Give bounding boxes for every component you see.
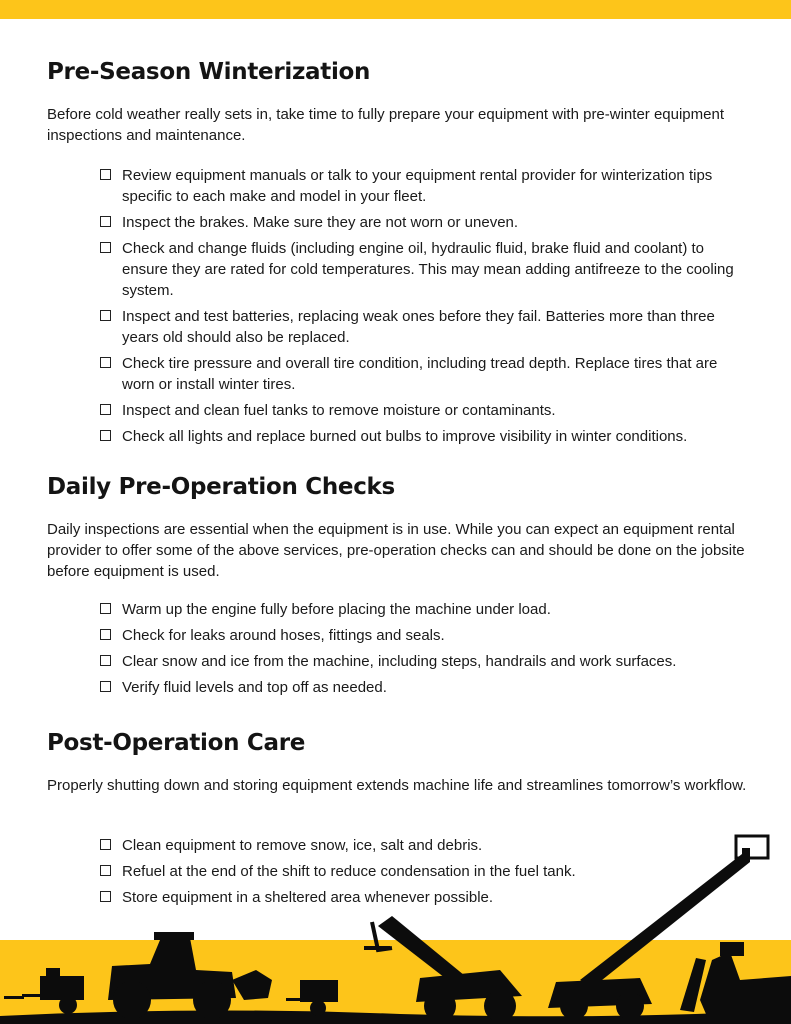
checklist-item[interactable] [100, 426, 750, 447]
checklist-item-label: Warm up the engine fully before placing the machine under load. [122, 601, 551, 618]
section-daily-pre-operation-checks [47, 473, 752, 582]
checklist-item-label: Verify fluid levels and top off as needed. [122, 679, 387, 696]
section-intro: Properly shutting down and storing equipment extends machine life and streamlines tomorrow’s workflow. [47, 777, 747, 794]
checklist-item[interactable] [100, 353, 750, 395]
checklist-item[interactable] [100, 212, 750, 233]
checklist-item-label: Check tire pressure and overall tire condition, including tread depth. Replace tires that are worn or install winter tires. [122, 355, 718, 393]
checkbox[interactable] [100, 681, 111, 692]
checkbox[interactable] [100, 603, 111, 614]
checklist-item-label: Clear snow and ice from the machine, including steps, handrails and work surfaces. [122, 653, 677, 670]
checklist-item-label: Check and change fluids (including engine oil, hydraulic fluid, brake fluid and coolant) to ensure they are rated for cold temperatures. This may mean adding antifreeze to the cooling system. [122, 240, 734, 299]
checklist-item[interactable] [100, 165, 750, 207]
checklist-item-label: Review equipment manuals or talk to your equipment rental provider for winterization tips specific to each make and model in your fleet. [122, 167, 713, 205]
checkbox[interactable] [100, 310, 111, 321]
checkbox[interactable] [100, 216, 111, 227]
checklist-item[interactable] [100, 238, 750, 301]
checkbox[interactable] [100, 629, 111, 640]
checklist-item[interactable] [100, 306, 750, 348]
checklist-item-label: Store equipment in a sheltered area whenever possible. [122, 889, 494, 906]
checklist-item-label: Check all lights and replace burned out bulbs to improve visibility in winter conditions. [122, 428, 688, 445]
checklist-pre-season [100, 165, 750, 452]
section-pre-season-winterization [47, 58, 752, 146]
checklist-item[interactable] [100, 625, 750, 646]
checklist-item[interactable] [100, 651, 750, 672]
checkbox[interactable] [100, 357, 111, 368]
checklist-item-label: Clean equipment to remove snow, ice, salt and debris. [122, 837, 483, 854]
section-title: Pre-Season Winterization [47, 59, 371, 85]
section-post-operation-care [47, 729, 752, 796]
equipment-silhouette-footer [0, 830, 791, 1024]
checklist-item[interactable] [100, 400, 750, 421]
checklist-item-label: Inspect and test batteries, replacing weak ones before they fail. Batteries more than three years old should also be replaced. [122, 308, 715, 346]
checklist-item-label: Check for leaks around hoses, fittings and seals. [122, 627, 445, 644]
section-title: Daily Pre-Operation Checks [47, 474, 395, 500]
checklist-item-label: Inspect the brakes. Make sure they are not worn or uneven. [122, 214, 519, 231]
checklist-item[interactable] [100, 599, 750, 620]
checklist-item-label: Inspect and clean fuel tanks to remove moisture or contaminants. [122, 402, 556, 419]
top-accent-bar [0, 0, 791, 19]
section-intro: Daily inspections are essential when the equipment is in use. While you can expect an equipment rental provider to offer some of the above services, pre-operation checks can and should be done on the jobsite before equipment is used. [47, 521, 745, 580]
checklist-item-label: Refuel at the end of the shift to reduce condensation in the fuel tank. [122, 863, 576, 880]
checkbox[interactable] [100, 242, 111, 253]
checkbox[interactable] [100, 169, 111, 180]
checklist-daily [100, 599, 750, 703]
checkbox[interactable] [100, 404, 111, 415]
section-title: Post-Operation Care [47, 730, 306, 756]
checklist-item[interactable] [100, 677, 750, 698]
section-intro: Before cold weather really sets in, take time to fully prepare your equipment with pre-winter equipment inspections and maintenance. [47, 106, 724, 144]
checkbox[interactable] [100, 655, 111, 666]
checkbox[interactable] [100, 430, 111, 441]
